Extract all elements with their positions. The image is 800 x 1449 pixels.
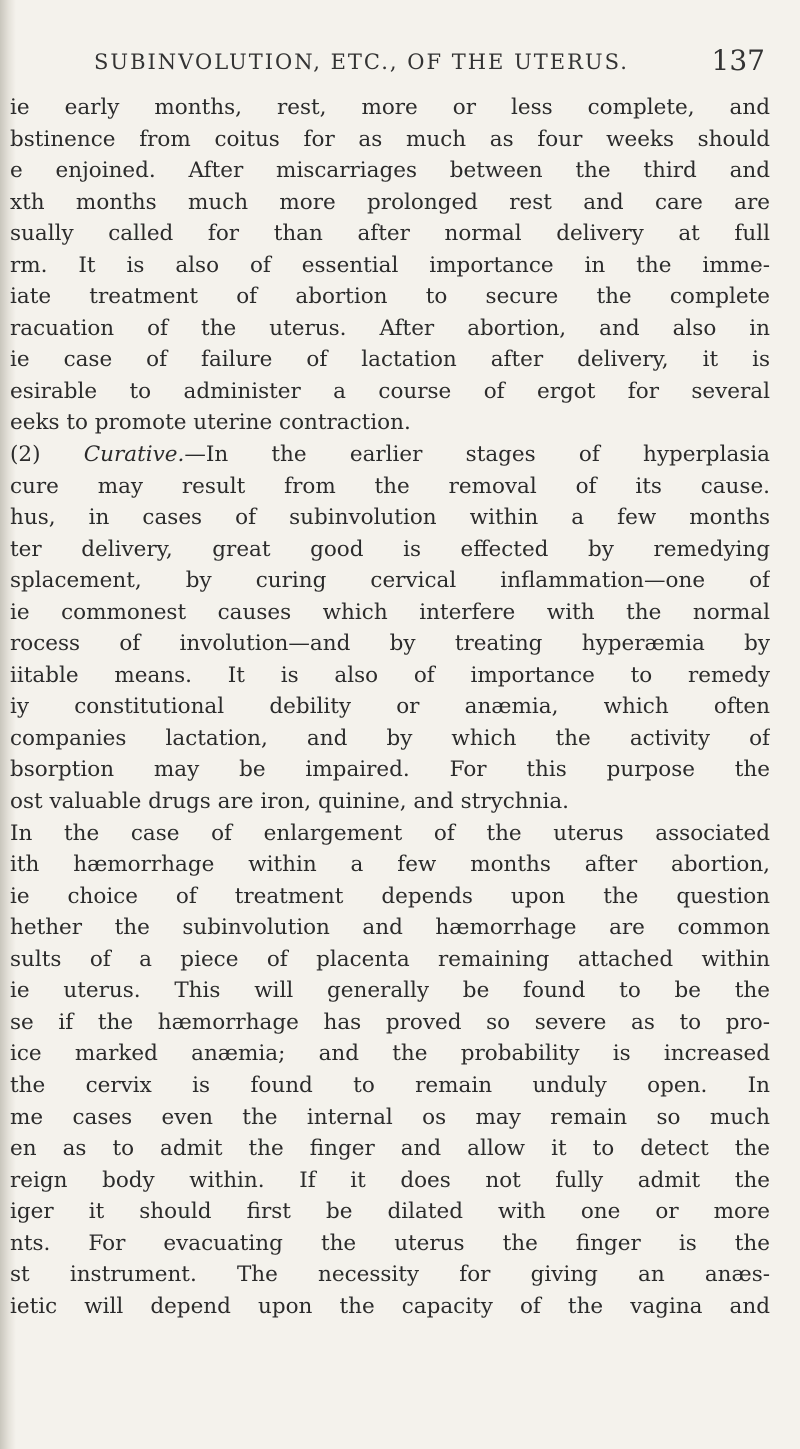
text-line: ie commonest causes which interfere with the normal <box>10 599 770 625</box>
body-text <box>10 92 770 1322</box>
text-line: reign body within. If it does not fully admit the <box>10 1167 770 1193</box>
text-line: companies lactation, and by which the activity of <box>10 725 770 751</box>
text-line: In the case of enlargement of the uterus associated <box>10 820 770 846</box>
text-line: rm. It is also of essential importance in the imme- <box>10 252 770 278</box>
text-line: (2) Curative.—In the earlier stages of hyperplasia <box>10 442 770 468</box>
text-line: esirable to administer a course of ergot for several <box>10 378 770 404</box>
text-line: splacement, by curing cervical inflammation—one of <box>10 568 770 594</box>
text-line: ith hæmorrhage within a few months after abortion, <box>10 852 770 878</box>
text-line: rocess of involution—and by treating hyperæmia by <box>10 631 770 657</box>
text-line: ietic will depend upon the capacity of the vagina and <box>10 1293 770 1319</box>
text-line: the cervix is found to remain unduly open. In <box>10 1072 770 1098</box>
text-line: ie choice of treatment depends upon the question <box>10 883 770 909</box>
text-line: nts. For evacuating the uterus the finger is the <box>10 1230 770 1256</box>
text-line: st instrument. The necessity for giving an anæs- <box>10 1262 770 1288</box>
text-line: en as to admit the finger and allow it to detect the <box>10 1136 770 1162</box>
text-line: e enjoined. After miscarriages between the third and <box>10 158 770 184</box>
text-line: eeks to promote uterine contraction. <box>10 410 411 436</box>
text-line: ter delivery, great good is effected by remedying <box>10 536 770 562</box>
text-line: iitable means. It is also of importance to remedy <box>10 662 770 688</box>
text-line: iy constitutional debility or anæmia, which often <box>10 694 770 720</box>
text-line: sults of a piece of placenta remaining attached within <box>10 946 770 972</box>
text-line: racuation of the uterus. After abortion, and also in <box>10 315 770 341</box>
text-line: xth months much more prolonged rest and care are <box>10 189 770 215</box>
text-line: me cases even the internal os may remain so much <box>10 1104 770 1130</box>
page-number: 137 <box>711 44 765 77</box>
text-line: bsorption may be impaired. For this purpose the <box>10 757 770 783</box>
text-line: ice marked anæmia; and the probability is increased <box>10 1041 770 1067</box>
running-head: SUBINVOLUTION, ETC., OF THE UTERUS. <box>94 50 629 74</box>
text-line: se if the hæmorrhage has proved so severe as to pro- <box>10 1009 770 1035</box>
text-line: ie uterus. This will generally be found to be the <box>10 978 770 1004</box>
text-line: ost valuable drugs are iron, quinine, and strychnia. <box>10 789 570 815</box>
text-line: hether the subinvolution and hæmorrhage are common <box>10 915 770 941</box>
text-line: ie case of failure of lactation after delivery, it is <box>10 347 770 373</box>
text-line: ie early months, rest, more or less complete, and <box>10 95 770 120</box>
text-line: hus, in cases of subinvolution within a few months <box>10 505 770 531</box>
text-line: bstinence from coitus for as much as four weeks should <box>10 126 770 152</box>
text-line: cure may result from the removal of its cause. <box>10 473 770 499</box>
text-line: iger it should first be dilated with one or more <box>10 1199 770 1225</box>
text-line: sually called for than after normal delivery at full <box>10 221 770 247</box>
text-line: iate treatment of abortion to secure the complete <box>10 284 770 310</box>
